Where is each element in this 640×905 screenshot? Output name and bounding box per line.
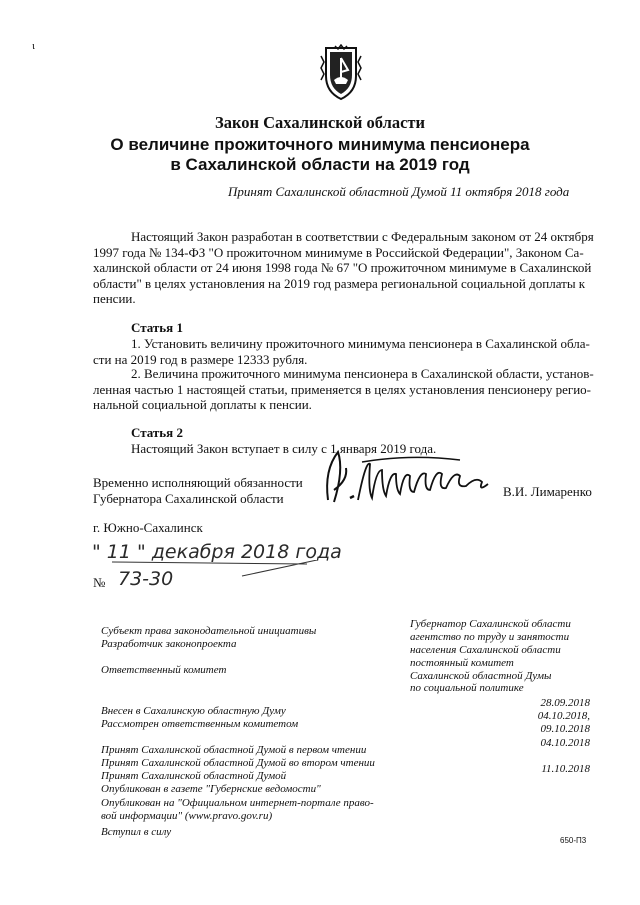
stage-published-portal-cont: вой информации" (www.pravo.gov.ru) — [101, 810, 273, 822]
document-code: 650-П3 — [560, 836, 587, 845]
committee-value — [410, 657, 592, 695]
stage-committee: Рассмотрен ответственным комитетом — [101, 718, 299, 730]
subject-label: Субъект права законодательной инициативы — [101, 625, 317, 637]
article-line: Настоящий Закон вступает в силу с 1 января 2019 года. — [131, 441, 437, 456]
law-title: Закон Сахалинской области — [214, 113, 426, 132]
signatory-name: В.И. Лимаренко — [503, 484, 592, 499]
article-line: 1. Установить величину прожиточного минимума пенсионера в Сахалинской обла- — [131, 336, 590, 351]
date-committee: 04.10.2018, — [537, 710, 590, 722]
stage-introduced: Внесен в Сахалинскую областную Думу — [101, 705, 286, 717]
article-1-heading: Статья 1 — [131, 320, 183, 335]
position-line: Губернатора Сахалинской области — [93, 490, 284, 506]
date-first-reading: 04.10.2018 — [540, 737, 590, 749]
stage-second-reading: Принят Сахалинской областной Думой во втором чтении — [101, 757, 375, 769]
developer-label: Разработчик законопроекта — [101, 638, 237, 650]
signing-city: г. Южно-Сахалинск — [93, 520, 203, 535]
developer-value — [410, 631, 592, 656]
date-committee-2: 09.10.2018 — [540, 723, 590, 735]
developer-value-line: агентство по труду и занятости — [410, 631, 570, 643]
stage-first-reading: Принят Сахалинской областной Думой в первом чтении — [101, 744, 367, 756]
position-line: Временно исполняющий обязанности — [93, 475, 303, 490]
article-line: нальной социальной доплаты к пенсии. — [93, 397, 312, 412]
stage-in-force: Вступил в силу — [101, 826, 172, 838]
committee-value-line: по социальной политике — [410, 682, 524, 694]
handwritten-date: " 11 " декабря 2018 года — [92, 541, 342, 563]
date-adopted: 11.10.2018 — [541, 763, 590, 775]
developer-value-line: населения Сахалинской области — [410, 643, 561, 656]
subject-value: Губернатор Сахалинской области — [410, 618, 571, 630]
stage-published-portal: Опубликован на "Официальном интернет-портале право- — [101, 797, 374, 809]
article-line: сти на 2019 год в размере 12333 рубля. — [93, 351, 308, 367]
adoption-note: Принят Сахалинской областной Думой 11 октября 2018 года — [228, 184, 570, 199]
law-subtitle: О величине прожиточного минимума пенсионера — [110, 135, 530, 154]
article-2-heading: Статья 2 — [131, 425, 183, 440]
committee-label: Ответственный комитет — [101, 664, 227, 676]
article-1-part-2 — [93, 366, 599, 413]
handwritten-signature — [310, 440, 500, 515]
article-1-part-1 — [93, 336, 599, 367]
stage-adopted: Принят Сахалинской областной Думой — [101, 770, 287, 782]
preamble-line: халинской области от 24 июня 1998 года № 67 "О прожиточном минимуме в Сахалинской — [93, 260, 592, 275]
margin-mark: ι — [32, 40, 35, 52]
preamble-line: пенсии. — [93, 291, 136, 306]
number-label: № — [93, 575, 106, 590]
signatory-position — [93, 475, 303, 506]
coat-of-arms-icon — [318, 44, 364, 102]
preamble-line: Настоящий Закон разработан в соответствии с Федеральным законом от 24 октября — [131, 229, 594, 244]
preamble-line: области" в целях установления на 2019 год размера региональной социальной доплаты к — [93, 275, 586, 291]
article-line: 2. Величина прожиточного минимума пенсионера в Сахалинской области, установ- — [131, 366, 594, 381]
stage-published-newspaper: Опубликован в газете "Губернские ведомости" — [101, 783, 321, 795]
preamble — [93, 229, 599, 307]
date-introduced: 28.09.2018 — [540, 697, 590, 709]
preamble-line: 1997 года № 134-ФЗ "О прожиточном минимуме в Российской Федерации", Законом Са- — [93, 244, 584, 260]
committee-value-line: постоянный комитет — [410, 657, 514, 669]
law-subtitle-line2: в Сахалинской области на 2019 год — [170, 155, 470, 174]
handwritten-number: 73-30 — [118, 568, 174, 590]
committee-value-line: Сахалинской областной Думы — [410, 669, 552, 682]
article-line: ленная частью 1 настоящей статьи, применяется в целях установления пенсионеру регио- — [93, 381, 592, 397]
